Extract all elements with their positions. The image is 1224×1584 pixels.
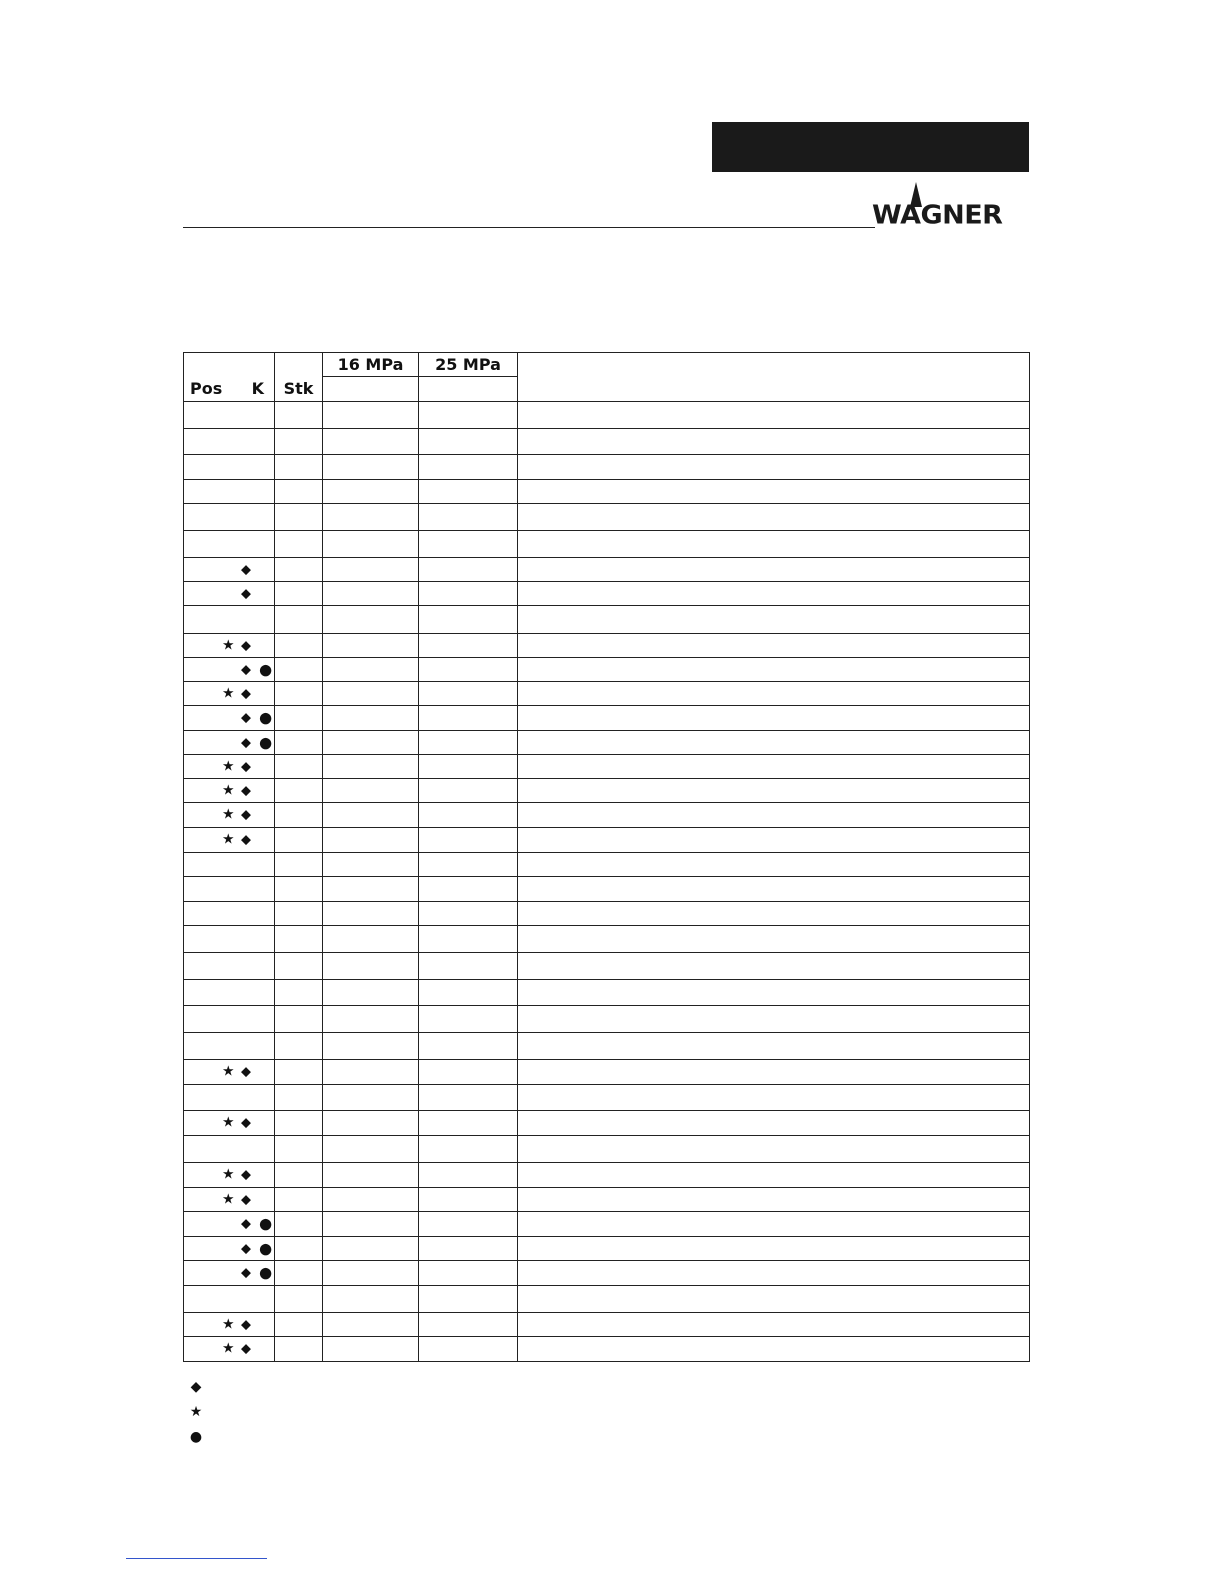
pos-cell <box>184 779 275 803</box>
stk-cell <box>275 1188 323 1212</box>
pos-cell <box>184 1060 275 1085</box>
pos-cell <box>184 455 275 480</box>
part-25-mpa-cell <box>419 953 518 980</box>
diamond-icon: ◆ <box>241 832 251 848</box>
part-16-mpa-cell <box>323 429 419 455</box>
part-25-mpa-cell <box>419 1188 518 1212</box>
star-icon: ★ <box>222 1166 235 1183</box>
part-25-mpa-cell <box>419 558 518 582</box>
description-cell <box>518 658 1030 682</box>
part-16-mpa-cell <box>323 853 419 877</box>
table-row <box>184 606 1030 634</box>
wagner-logo <box>872 180 1030 232</box>
table-row <box>184 1085 1030 1111</box>
table-row <box>184 731 1030 755</box>
description-cell <box>518 606 1030 634</box>
part-25-mpa-cell <box>419 980 518 1006</box>
table-row <box>184 706 1030 731</box>
pos-cell <box>184 531 275 558</box>
circle-icon: ● <box>259 660 273 678</box>
stk-cell <box>275 1286 323 1313</box>
part-16-mpa-cell <box>323 877 419 902</box>
legend-item <box>188 1374 1028 1399</box>
table-row <box>184 1286 1030 1313</box>
diamond-icon: ◆ <box>241 1317 251 1332</box>
table-row <box>184 658 1030 682</box>
table-row <box>184 582 1030 606</box>
circle-icon: ● <box>259 733 273 751</box>
table-row <box>184 1006 1030 1033</box>
table-row <box>184 1033 1030 1060</box>
part-25-mpa-cell <box>419 480 518 504</box>
diamond-icon: ◆ <box>241 662 251 677</box>
parts-table-header <box>184 353 1030 402</box>
stk-cell <box>275 803 323 828</box>
stk-cell <box>275 1313 323 1337</box>
part-16-mpa-cell <box>323 980 419 1006</box>
description-cell <box>518 1006 1030 1033</box>
part-25-mpa-cell <box>419 658 518 682</box>
star-icon: ★ <box>222 685 235 701</box>
description-cell <box>518 634 1030 658</box>
part-25-mpa-cell <box>419 504 518 531</box>
table-row <box>184 953 1030 980</box>
stk-cell <box>275 877 323 902</box>
part-16-mpa-cell <box>323 480 419 504</box>
description-cell <box>518 1060 1030 1085</box>
part-25-mpa-cell <box>419 853 518 877</box>
part-16-mpa-cell <box>323 658 419 682</box>
description-cell <box>518 1337 1030 1362</box>
pos-cell <box>184 480 275 504</box>
part-16-mpa-cell <box>323 902 419 926</box>
stk-cell <box>275 1085 323 1111</box>
pos-cell <box>184 902 275 926</box>
table-row <box>184 902 1030 926</box>
star-icon: ★ <box>189 1403 203 1420</box>
description-cell <box>518 480 1030 504</box>
part-16-mpa-cell <box>323 1033 419 1060</box>
part-16-mpa-cell <box>323 1313 419 1337</box>
pos-cell <box>184 877 275 902</box>
part-25-mpa-cell <box>419 1261 518 1286</box>
table-row <box>184 1111 1030 1136</box>
pos-cell <box>184 755 275 779</box>
pos-cell <box>184 402 275 429</box>
description-cell <box>518 1313 1030 1337</box>
part-16-mpa-cell <box>323 504 419 531</box>
part-25-mpa-cell <box>419 755 518 779</box>
stk-cell <box>275 1212 323 1237</box>
stk-cell <box>275 402 323 429</box>
stk-cell <box>275 902 323 926</box>
pos-cell <box>184 853 275 877</box>
pos-cell <box>184 803 275 828</box>
logo-wordmark: WAGNER <box>872 200 1003 231</box>
pos-cell <box>184 1188 275 1212</box>
table-row <box>184 504 1030 531</box>
part-16-mpa-cell <box>323 1261 419 1286</box>
description-cell <box>518 828 1030 853</box>
part-25-mpa-cell <box>419 429 518 455</box>
pos-cell <box>184 1136 275 1163</box>
part-25-mpa-cell <box>419 803 518 828</box>
pos-cell <box>184 658 275 682</box>
diamond-icon: ◆ <box>241 562 251 577</box>
part-16-mpa-cell <box>323 531 419 558</box>
star-icon: ★ <box>222 806 235 823</box>
stk-cell <box>275 1261 323 1286</box>
table-row <box>184 634 1030 658</box>
pos-cell <box>184 582 275 606</box>
stk-cell <box>275 455 323 480</box>
diamond-icon: ◆ <box>241 686 251 701</box>
pos-cell <box>184 606 275 634</box>
part-25-mpa-cell <box>419 1237 518 1261</box>
part-25-mpa-cell <box>419 902 518 926</box>
table-row <box>184 779 1030 803</box>
part-25-mpa-cell <box>419 706 518 731</box>
diamond-icon: ◆ <box>241 759 251 774</box>
diamond-icon: ◆ <box>241 807 251 823</box>
part-25-mpa-cell <box>419 455 518 480</box>
circle-icon: ● <box>259 1263 273 1282</box>
header-stk: Stk <box>275 353 323 402</box>
description-cell <box>518 1212 1030 1237</box>
part-25-mpa-cell <box>419 1085 518 1111</box>
description-cell <box>518 504 1030 531</box>
diamond-icon: ◆ <box>241 1265 251 1281</box>
part-16-mpa-cell <box>323 953 419 980</box>
description-cell <box>518 1136 1030 1163</box>
pos-cell <box>184 1286 275 1313</box>
pos-cell <box>184 953 275 980</box>
part-16-mpa-cell <box>323 634 419 658</box>
part-25-mpa-cell <box>419 1033 518 1060</box>
part-16-mpa-cell <box>323 455 419 480</box>
circle-icon: ● <box>189 1428 203 1445</box>
table-row <box>184 926 1030 953</box>
description-cell <box>518 1286 1030 1313</box>
header-k: K <box>251 379 264 398</box>
table-row <box>184 455 1030 480</box>
stk-cell <box>275 1006 323 1033</box>
part-16-mpa-cell <box>323 779 419 803</box>
description-cell <box>518 926 1030 953</box>
description-cell <box>518 853 1030 877</box>
footer-link-underline <box>126 1558 267 1559</box>
star-icon: ★ <box>222 1191 235 1207</box>
part-25-mpa-cell <box>419 1286 518 1313</box>
pos-cell <box>184 682 275 706</box>
stk-cell <box>275 558 323 582</box>
diamond-icon: ◆ <box>241 586 251 601</box>
part-16-mpa-cell <box>323 926 419 953</box>
circle-icon: ● <box>259 1214 273 1233</box>
description-cell <box>518 558 1030 582</box>
table-row <box>184 877 1030 902</box>
diamond-icon: ◆ <box>241 638 251 653</box>
header-16-mpa: 16 MPa <box>323 353 419 377</box>
description-cell <box>518 706 1030 731</box>
stk-cell <box>275 480 323 504</box>
part-25-mpa-cell <box>419 531 518 558</box>
stk-cell <box>275 828 323 853</box>
part-16-mpa-cell <box>323 803 419 828</box>
table-row <box>184 1261 1030 1286</box>
part-25-mpa-cell <box>419 606 518 634</box>
stk-cell <box>275 755 323 779</box>
diamond-icon: ◆ <box>241 1192 251 1207</box>
stk-cell <box>275 1033 323 1060</box>
stk-cell <box>275 1163 323 1188</box>
description-cell <box>518 582 1030 606</box>
part-16-mpa-cell <box>323 1163 419 1188</box>
table-row <box>184 682 1030 706</box>
part-25-mpa-cell <box>419 1136 518 1163</box>
description-cell <box>518 682 1030 706</box>
stk-cell <box>275 606 323 634</box>
pos-cell <box>184 634 275 658</box>
table-row <box>184 1212 1030 1237</box>
stk-cell <box>275 634 323 658</box>
part-16-mpa-cell <box>323 682 419 706</box>
part-16-mpa-cell <box>323 582 419 606</box>
star-icon: ★ <box>222 637 235 653</box>
stk-cell <box>275 1237 323 1261</box>
part-25-mpa-cell <box>419 1163 518 1188</box>
stk-cell <box>275 1136 323 1163</box>
stk-cell <box>275 706 323 731</box>
table-row <box>184 1136 1030 1163</box>
part-16-mpa-cell <box>323 402 419 429</box>
header-description <box>518 353 1030 402</box>
stk-cell <box>275 1060 323 1085</box>
star-icon: ★ <box>222 1063 235 1080</box>
part-25-mpa-cell <box>419 402 518 429</box>
part-16-mpa-cell <box>323 828 419 853</box>
stk-cell <box>275 731 323 755</box>
diamond-icon: ◆ <box>241 1341 251 1357</box>
part-16-mpa-cell <box>323 1111 419 1136</box>
part-16-mpa-cell <box>323 1212 419 1237</box>
pos-cell <box>184 1163 275 1188</box>
header-bar <box>712 122 1029 172</box>
stk-cell <box>275 531 323 558</box>
part-25-mpa-cell <box>419 926 518 953</box>
table-row <box>184 1313 1030 1337</box>
description-cell <box>518 1237 1030 1261</box>
pos-cell <box>184 706 275 731</box>
parts-table-body <box>184 402 1030 1362</box>
table-row <box>184 558 1030 582</box>
header-pos-k <box>184 353 275 402</box>
part-25-mpa-cell <box>419 779 518 803</box>
table-row <box>184 980 1030 1006</box>
star-icon: ★ <box>222 1114 235 1131</box>
stk-cell <box>275 429 323 455</box>
description-cell <box>518 1033 1030 1060</box>
pos-cell <box>184 1212 275 1237</box>
part-16-mpa-cell <box>323 1286 419 1313</box>
table-row <box>184 828 1030 853</box>
part-16-mpa-cell <box>323 731 419 755</box>
table-row <box>184 803 1030 828</box>
description-cell <box>518 1261 1030 1286</box>
header-rule <box>183 227 875 228</box>
part-16-mpa-cell <box>323 1006 419 1033</box>
description-cell <box>518 429 1030 455</box>
part-25-mpa-cell <box>419 1337 518 1362</box>
diamond-icon: ◆ <box>241 1167 251 1183</box>
stk-cell <box>275 779 323 803</box>
stk-cell <box>275 658 323 682</box>
diamond-icon: ◆ <box>241 1064 251 1080</box>
table-row <box>184 1188 1030 1212</box>
pos-cell <box>184 1337 275 1362</box>
pos-cell <box>184 980 275 1006</box>
part-16-mpa-cell <box>323 1188 419 1212</box>
star-icon: ★ <box>222 1340 235 1357</box>
pos-cell <box>184 1237 275 1261</box>
table-row <box>184 755 1030 779</box>
stk-cell <box>275 1111 323 1136</box>
stk-cell <box>275 682 323 706</box>
table-row <box>184 853 1030 877</box>
diamond-icon: ◆ <box>241 710 251 726</box>
stk-cell <box>275 504 323 531</box>
part-25-mpa-cell <box>419 682 518 706</box>
header-16-mpa-sub <box>323 377 419 402</box>
pos-cell <box>184 1261 275 1286</box>
description-cell <box>518 779 1030 803</box>
diamond-icon: ◆ <box>190 1378 202 1395</box>
description-cell <box>518 1111 1030 1136</box>
part-16-mpa-cell <box>323 606 419 634</box>
pos-cell <box>184 926 275 953</box>
table-row <box>184 1237 1030 1261</box>
part-25-mpa-cell <box>419 1212 518 1237</box>
stk-cell <box>275 926 323 953</box>
description-cell <box>518 1188 1030 1212</box>
diamond-icon: ◆ <box>241 1216 251 1232</box>
symbol-legend <box>188 1374 1028 1449</box>
description-cell <box>518 402 1030 429</box>
star-icon: ★ <box>222 1316 235 1332</box>
table-row <box>184 1060 1030 1085</box>
part-25-mpa-cell <box>419 877 518 902</box>
table-row <box>184 1337 1030 1362</box>
star-icon: ★ <box>222 782 235 798</box>
description-cell <box>518 1085 1030 1111</box>
pos-cell <box>184 558 275 582</box>
star-icon: ★ <box>222 831 235 848</box>
part-16-mpa-cell <box>323 706 419 731</box>
description-cell <box>518 455 1030 480</box>
diamond-icon: ◆ <box>241 735 251 750</box>
header-25-mpa-sub <box>419 377 518 402</box>
description-cell <box>518 953 1030 980</box>
circle-icon: ● <box>259 1239 273 1257</box>
table-row <box>184 402 1030 429</box>
description-cell <box>518 902 1030 926</box>
stk-cell <box>275 582 323 606</box>
pos-cell <box>184 1085 275 1111</box>
pos-cell <box>184 1111 275 1136</box>
part-16-mpa-cell <box>323 1237 419 1261</box>
pos-cell <box>184 504 275 531</box>
part-16-mpa-cell <box>323 1085 419 1111</box>
stk-cell <box>275 980 323 1006</box>
legend-item <box>188 1399 1028 1424</box>
part-25-mpa-cell <box>419 1313 518 1337</box>
pos-cell <box>184 1033 275 1060</box>
part-16-mpa-cell <box>323 558 419 582</box>
circle-icon: ● <box>259 708 273 727</box>
part-16-mpa-cell <box>323 1337 419 1362</box>
part-16-mpa-cell <box>323 1136 419 1163</box>
stk-cell <box>275 853 323 877</box>
part-25-mpa-cell <box>419 731 518 755</box>
table-row <box>184 531 1030 558</box>
description-cell <box>518 531 1030 558</box>
part-25-mpa-cell <box>419 1111 518 1136</box>
table-row <box>184 429 1030 455</box>
stk-cell <box>275 953 323 980</box>
description-cell <box>518 1163 1030 1188</box>
part-25-mpa-cell <box>419 1060 518 1085</box>
pos-cell <box>184 429 275 455</box>
pos-cell <box>184 731 275 755</box>
parts-table <box>183 352 1030 1362</box>
diamond-icon: ◆ <box>241 1115 251 1131</box>
header-pos: Pos <box>190 379 223 398</box>
star-icon: ★ <box>222 758 235 774</box>
description-cell <box>518 980 1030 1006</box>
description-cell <box>518 803 1030 828</box>
part-25-mpa-cell <box>419 582 518 606</box>
header-25-mpa: 25 MPa <box>419 353 518 377</box>
part-16-mpa-cell <box>323 755 419 779</box>
description-cell <box>518 731 1030 755</box>
pos-cell <box>184 1006 275 1033</box>
part-25-mpa-cell <box>419 828 518 853</box>
part-25-mpa-cell <box>419 634 518 658</box>
table-row <box>184 480 1030 504</box>
diamond-icon: ◆ <box>241 1241 251 1256</box>
pos-cell <box>184 828 275 853</box>
pos-cell <box>184 1313 275 1337</box>
part-16-mpa-cell <box>323 1060 419 1085</box>
table-row <box>184 1163 1030 1188</box>
stk-cell <box>275 1337 323 1362</box>
description-cell <box>518 755 1030 779</box>
description-cell <box>518 877 1030 902</box>
legend-item <box>188 1424 1028 1449</box>
diamond-icon: ◆ <box>241 783 251 798</box>
part-25-mpa-cell <box>419 1006 518 1033</box>
